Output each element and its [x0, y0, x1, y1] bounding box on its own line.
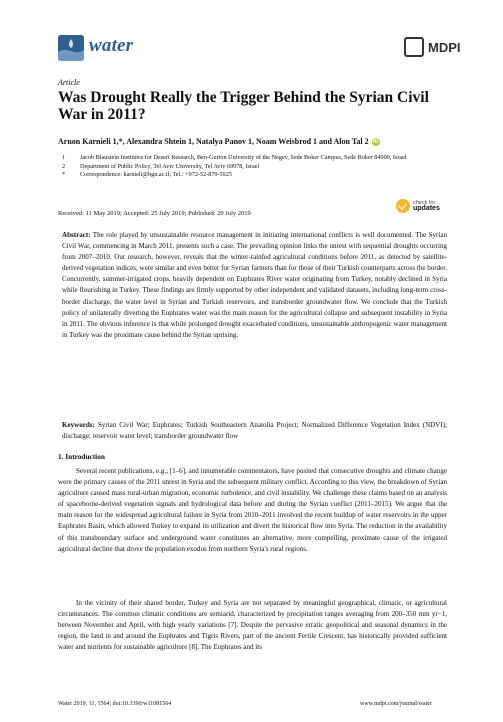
abstract-text: The role played by unsustainable resource management in initiating international conflicts is well documented. The Syrian Civil War, commencing in March 2011, presents such a case. The prevailing opinion links the unrest with sequential droughts occurring from 2007–2010. Our research, however, reveals that the winter-rainfed agricultural conditions before 2011, as detected by satellite-derived vegetation indices, were similar and even better for Syrian farmers than for those of their Turkish counterparts across the border. Concurrently, summer-irrigated crops, heavily dependent on Euphrates River water originating from Turkey, notably declined in Syria while flourishing in Turkey. These findings are firmly supported by other independent and validated datasets, including long-term cross-border discharge, the water level in Syrian and Turkish reservoirs, and transborder groundwater flow. We conclude that the Turkish policy of unilaterally diverting the Euphrates water was the main reason for the agricultural collapse and subsequent instability in Syria in 2011. The obvious inference is that while prolonged drought exacerbated conditions, unsustainable anthropogenic water management in Turkey was the proximate cause behind the Syrian uprising.: [62, 231, 447, 339]
article-title: Was Drought Really the Trigger Behind the Syrian Civil War in 2011?: [58, 89, 429, 123]
citation-footer: Water 2019, 11, 1564; doi:10.3390/w11081564: [58, 701, 172, 707]
abstract: [62, 230, 447, 341]
journal-logo: [58, 35, 84, 61]
author-names: Arnon Karnieli 1,*, Alexandra Shtein 1, Natalya Panov 1, Noam Weisbrod 1 and Alon Tal 2: [58, 137, 369, 146]
intro-paragraph-2: In the vicinity of their shared border, Turkey and Syria are not separated by meaningful geographical, climatic, or agricultural circumstances. The common climatic conditions are semiarid, characterized by precipitation ranges averaging from 200–350 mm yr−1, between November and April, with high yearly variations [7]. Despite the pervasive erratic geopolitical and seasonal dynamics in the region, the land in and around the Euphrates and Tigris Rivers, part of the ancient Fertile Crescent, has historically provided sufficient water and nutrients for sustainable agriculture [8]. The Euphrates and its: [58, 599, 447, 652]
water-drop-icon: [58, 35, 84, 61]
journal-name[interactable]: water: [89, 35, 134, 56]
keywords-text: Syrian Civil War; Euphrates; Turkish Southeastern Anatolia Project; Normalized Difference Vegetation Index (NDVI); discharge; reservoir water level; transborder groundwater flow: [62, 421, 447, 441]
intro-paragraph-1: Several recent publications, e.g., [1–6], and innumerable commentators, have posited that consecutive droughts and climate change were the primary causes of the 2011 unrest in Syria and the subsequent military conflict. According to this view, the breakdown of Syrian agriculture caused mass rural-urban migration, economic turbulence, and civil instability. We challenge these claims based on an analysis of spaceborne-derived vegetation signals and hydrological data before and during the Syrian conflict (2011–2015). We argue that the main reason for the widespread agricultural failure in Syria from 2010–2011 involved the recent buildup of water reservoirs in the upper Euphrates Basin, which allowed Turkey to expand its utilization and divert the historical flow into Syria. The reduction in the availability of this transboundary surface and underground water constitutes an alternative, more compelling, proximate cause of the irrigated agricultural decline that drove the population exodus from northern Syria's rural regions.: [58, 467, 447, 553]
mdpi-icon: [404, 37, 424, 57]
publisher-logo[interactable]: [404, 37, 461, 57]
publisher-name: MDPI: [428, 39, 461, 55]
journal-url[interactable]: www.mdpi.com/journal/water: [360, 701, 432, 707]
publication-dates: Received: 11 May 2019; Accepted: 25 July 2019; Published: 29 July 2019: [58, 210, 251, 217]
abstract-label: Abstract:: [62, 231, 91, 239]
keywords: [62, 420, 447, 442]
section-heading: 1. Introduction: [58, 452, 105, 461]
affiliations: [62, 154, 457, 180]
orcid-icon[interactable]: iD: [372, 138, 379, 145]
author-list: [58, 137, 380, 146]
affiliation-row: * Correspondence: karnieli@bgu.ac.il; Tel.: +972-52-879-5925: [62, 171, 232, 179]
article-type: Article: [58, 78, 80, 87]
affiliation-row: 2 Department of Public Policy, Tel Aviv University, Tel Aviv 69978, Israel: [62, 162, 260, 170]
affiliation-row: 1 Jacob Blaustein Institutes for Desert Research, Ben-Gurion University of the Negev, Sede Boker Campus, Sede Boker 84990, Israel: [62, 154, 407, 161]
check-for-updates-button[interactable]: check for updates: [396, 199, 440, 213]
check-icon: [396, 199, 410, 213]
keywords-label: Keywords:: [62, 421, 95, 429]
